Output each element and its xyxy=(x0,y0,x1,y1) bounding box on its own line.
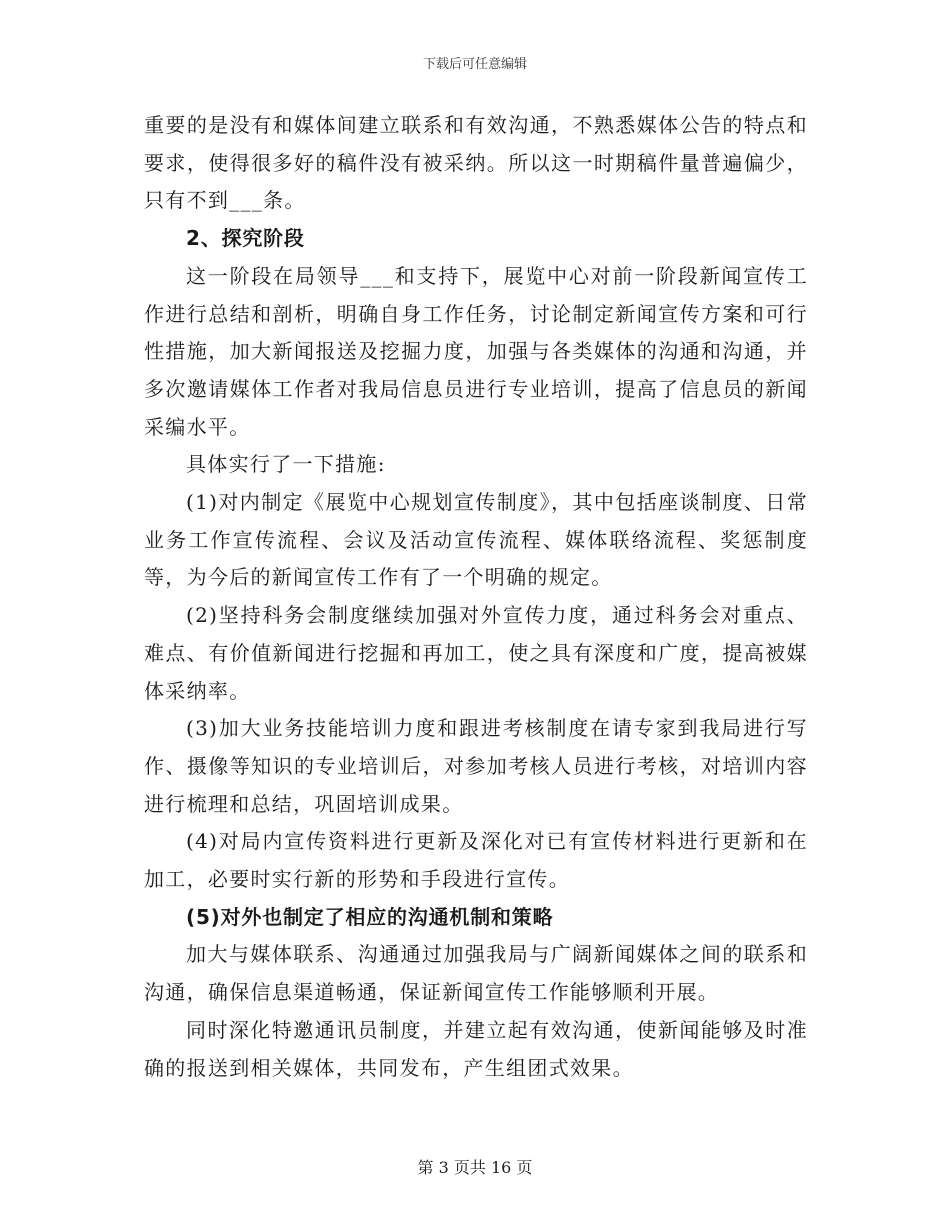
paragraph-correspondent-system: 同时深化特邀通讯员制度，并建立起有效沟通，使新闻能够及时准确的报送到相关媒体，共同发布，产生组团式效果。 xyxy=(144,1017,808,1080)
paragraph-continued: 重要的是没有和媒体间建立联系和有效沟通，不熟悉媒体公告的特点和要求，使得很多好的稿件没有被采纳。所以这一时期稿件量普遍偏少，只有不到___条。 xyxy=(144,113,808,213)
paragraph-measure-1: (1)对内制定《展览中心规划宣传制度》，其中包括座谈制度、日常业务工作宣传流程、会议及活动宣传流程、媒体联络流程、奖惩制度等，为今后的新闻宣传工作有了一个明确的规定。 xyxy=(144,490,808,590)
paragraph-measures-intro: 具体实行了一下措施: xyxy=(186,452,386,477)
document-body xyxy=(144,107,808,1087)
paragraph-measure-4: (4)对局内宣传资料进行更新及深化对已有宣传材料进行更新和在加工，必要时实行新的形势和手段进行宣传。 xyxy=(144,829,808,892)
section-heading-exploration: 2、探究阶段 xyxy=(186,226,305,251)
paragraph-measure-2: (2)坚持科务会制度继续加强对外宣传力度，通过科务会对重点、难点、有价值新闻进行挖掘和再加工，使之具有深度和广度，提高被媒体采纳率。 xyxy=(144,603,808,703)
paragraph-media-contact: 加大与媒体联系、沟通通过加强我局与广阔新闻媒体之间的联系和沟通，确保信息渠道畅通，保证新闻宣传工作能够顺利开展。 xyxy=(144,942,808,1005)
header-note: 下载后可任意编辑 xyxy=(422,57,527,72)
paragraph-exploration: 这一阶段在局领导___和支持下，展览中心对前一阶段新闻宣传工作进行总结和剖析，明确自身工作任务，讨论制定新闻宣传方案和可行性措施，加大新闻报送及挖掘力度，加强与各类媒体的沟通和沟通，并多次邀请媒体工作者对我局信息员进行专业培训，提高了信息员的新闻采编水平。 xyxy=(144,263,808,439)
paragraph-measure-3: (3)加大业务技能培训力度和跟进考核制度在请专家到我局进行写作、摄像等知识的专业培训后，对参加考核人员进行考核，对培训内容进行梳理和总结，巩固培训成果。 xyxy=(144,716,808,816)
section-heading-measure-5: (5)对外也制定了相应的沟通机制和策略 xyxy=(186,904,554,929)
page-number-footer: 第 3 页共 16 页 xyxy=(417,1158,533,1177)
